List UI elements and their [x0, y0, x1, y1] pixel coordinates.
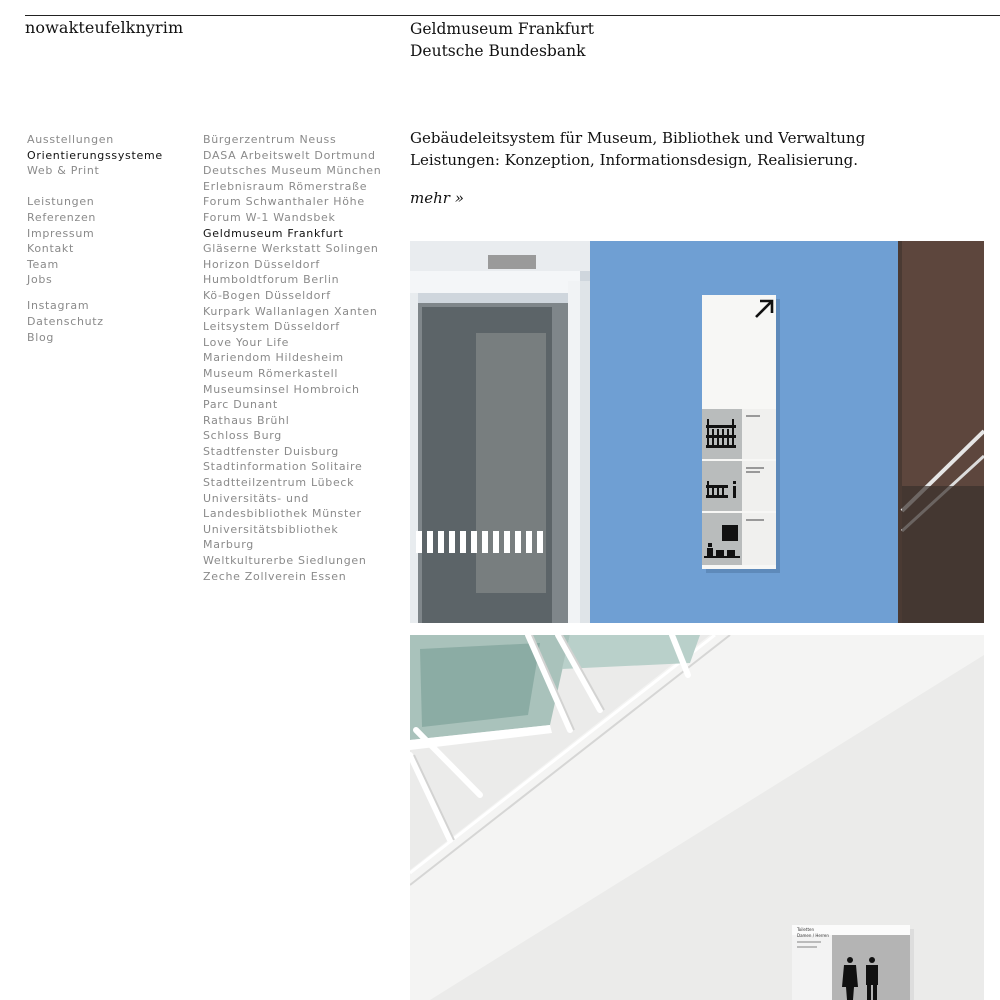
nav-item-referenzen[interactable]: Referenzen	[27, 210, 97, 224]
project-link[interactable]: Bürgerzentrum Neuss	[203, 133, 337, 146]
project-link[interactable]: Deutsches Museum München	[203, 164, 382, 178]
nav-item-jobs[interactable]: Jobs	[27, 273, 53, 287]
site-logo[interactable]: nowakteufelknyrim	[25, 18, 184, 37]
project-link[interactable]: Forum Schwanthaler Höhe	[203, 195, 365, 209]
project-link[interactable]: Horizon Düsseldorf	[203, 257, 320, 271]
header-rule	[25, 15, 1000, 16]
project-title-line1: Geldmuseum Frankfurt	[410, 20, 594, 38]
project-link[interactable]: Landesbibliothek Münster	[203, 507, 362, 521]
nav-group-info	[27, 194, 197, 288]
project-link[interactable]: Universitätsbibliothek	[203, 522, 339, 536]
project-link[interactable]: Humboldtforum Berlin	[203, 273, 340, 287]
project-link[interactable]: Rathaus Brühl	[203, 413, 290, 427]
main-navigation	[27, 132, 197, 361]
project-link[interactable]: Schloss Burg	[203, 429, 282, 443]
sign-text-line2: Damen / Herren	[797, 933, 829, 938]
nav-group-social	[27, 298, 197, 345]
project-link[interactable]: Mariendom Hildesheim	[203, 351, 344, 365]
nav-item-datenschutz[interactable]: Datenschutz	[27, 314, 104, 328]
project-link[interactable]: Stadtinformation Solitaire	[203, 460, 363, 474]
project-link[interactable]: Marburg	[203, 538, 254, 552]
nav-item-blog[interactable]: Blog	[27, 330, 55, 344]
nav-item-web-print[interactable]: Web & Print	[27, 164, 100, 178]
project-title-line2: Deutsche Bundesbank	[410, 42, 586, 60]
nav-item-leistungen[interactable]: Leistungen	[27, 195, 95, 209]
nav-item-kontakt[interactable]: Kontakt	[27, 242, 75, 256]
nav-item-orientierungssysteme[interactable]: Orientierungssysteme	[27, 148, 163, 162]
photo-wall-sign	[410, 241, 984, 623]
project-link[interactable]: Stadtfenster Duisburg	[203, 444, 339, 458]
more-link[interactable]: mehr »	[410, 189, 464, 207]
description-line1: Gebäudeleitsystem für Museum, Bibliothek und Verwaltung	[410, 129, 866, 147]
project-link[interactable]: Museumsinsel Hombroich	[203, 382, 360, 396]
project-link[interactable]: Erlebnisraum Römerstraße	[203, 179, 368, 193]
project-link[interactable]: Kö-Bogen Düsseldorf	[203, 288, 331, 302]
nav-item-instagram[interactable]: Instagram	[27, 299, 90, 313]
nav-item-team[interactable]: Team	[27, 257, 59, 271]
project-navigation	[203, 132, 403, 584]
project-link[interactable]: Museum Römerkastell	[203, 366, 339, 380]
project-description	[410, 127, 990, 171]
project-title	[410, 18, 594, 62]
project-link-active[interactable]: Geldmuseum Frankfurt	[203, 226, 344, 240]
project-link[interactable]: DASA Arbeitswelt Dortmund	[203, 148, 376, 162]
project-link[interactable]: Weltkulturerbe Siedlungen	[203, 554, 367, 568]
project-photo-1[interactable]	[410, 241, 984, 623]
project-link[interactable]: Universitäts- und	[203, 491, 310, 505]
project-link[interactable]: Stadtteilzentrum Lübeck	[203, 476, 355, 490]
nav-item-impressum[interactable]: Impressum	[27, 226, 95, 240]
nav-item-ausstellungen[interactable]: Ausstellungen	[27, 133, 114, 146]
description-line2: Leistungen: Konzeption, Informationsdesign, Realisierung.	[410, 151, 859, 169]
project-link[interactable]: Leitsystem Düsseldorf	[203, 320, 340, 334]
project-link[interactable]: Zeche Zollverein Essen	[203, 569, 347, 583]
photo-stair-sign	[410, 635, 984, 1000]
project-link[interactable]: Kurpark Wallanlagen Xanten	[203, 304, 378, 318]
sign-text-line1: Toiletten	[797, 927, 815, 932]
project-photo-2[interactable]	[410, 635, 984, 1000]
nav-group-work	[27, 132, 197, 179]
project-link[interactable]: Love Your Life	[203, 335, 290, 349]
project-link[interactable]: Parc Dunant	[203, 398, 278, 412]
project-link[interactable]: Forum W-1 Wandsbek	[203, 210, 336, 224]
project-link[interactable]: Gläserne Werkstatt Solingen	[203, 242, 379, 256]
